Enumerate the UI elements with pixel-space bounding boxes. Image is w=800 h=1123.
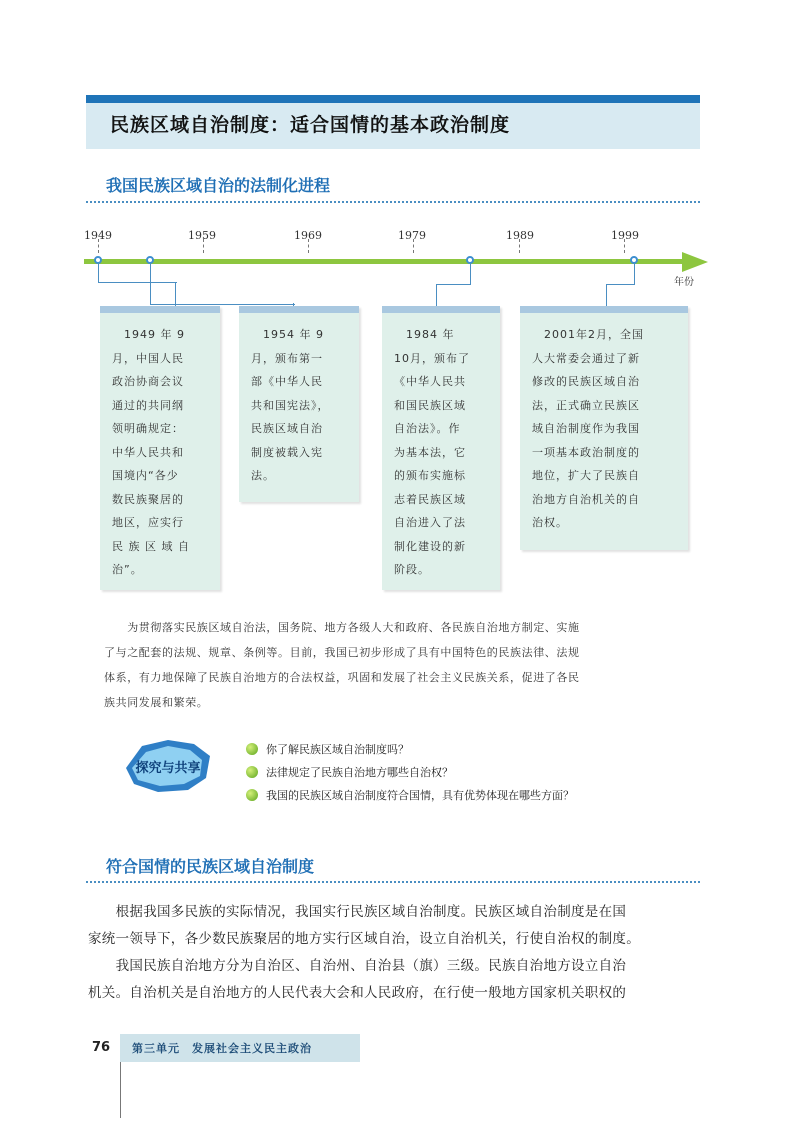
connector-2001-drop [606, 284, 607, 306]
timeline-arrow [682, 252, 708, 272]
connector-1954 [150, 264, 295, 305]
event-text: 2001年2月，全国 人大常委会通过了新 修改的民族区域自治 法，正式确立民族区 域自治制度作为我国 一项基本政治制度的 地位，扩大了民族自 治地方自治机关的自 治权。 [532, 328, 644, 529]
year-label: 1999 [611, 229, 639, 242]
year-label: 1989 [506, 229, 534, 242]
year-tick [413, 239, 415, 253]
page-number: 76 [92, 1040, 111, 1055]
event-text: 1954 年 9 月，颁布第一 部《中华人民 共和国宪法》， 民族区域自治 制度被载入宪 法。 [251, 328, 330, 482]
question-item: 法律规定了民族自治地方哪些自治权？ [246, 764, 453, 780]
year-tick [98, 239, 100, 253]
summary-paragraph: 为贯彻落实民族区域自治法，国务院、地方各级人大和政府、各民族自治地方制定、实施 了与之配套的法规、规章、条例等。目前，我国已初步形成了具有中国特色的民族法律、法规 体系，有力地保障了民族自治地方的合法权益，巩固和发展了社会主义民族关系，促进了各民 族共同发展和繁荣。 [104, 621, 580, 709]
year-tick [308, 239, 310, 253]
chapter-banner [86, 95, 700, 149]
event-marker-1984 [466, 256, 474, 264]
question-item: 你了解民族区域自治制度吗？ [246, 741, 409, 757]
year-label: 1979 [398, 229, 426, 242]
banner-top-bar [86, 95, 700, 103]
connector-1984 [436, 264, 471, 285]
axis-unit-label: 年份 [674, 277, 694, 288]
connector-2001 [606, 264, 635, 285]
event-card-1949 [100, 306, 220, 590]
event-card-1984 [382, 306, 500, 590]
bullet-icon [246, 743, 258, 755]
body-paragraph: 根据我国多民族的实际情况，我国实行民族区域自治制度。民族区域自治制度是在国 家统一领导下，各少数民族聚居的地方实行区域自治，设立自治机关，行使自治权的制度。 我国民族自治地方分为自治区、自治州、自治县（旗）三级。民族自治地方设立自治 机关。自治机关是自治地方的人民代表大会和人民政府，在行使一般地方国家机关职权的 [88, 904, 640, 1001]
year-tick [203, 239, 205, 253]
year-label: 1959 [188, 229, 216, 242]
bullet-icon [246, 789, 258, 801]
unit-title: 第三单元 发展社会主义民主政治 [132, 1042, 312, 1055]
event-marker-1954 [146, 256, 154, 264]
footer-bar [120, 1034, 360, 1062]
year-label: 1949 [84, 229, 112, 242]
event-text: 1984 年 10月，颁布了 《中华人民共 和国民族区域 自治法》。作 为基本法，它 的颁布实施标 志着民族区域 自治进入了法 制化建设的新 阶段。 [394, 328, 470, 576]
event-card-2001 [520, 306, 688, 550]
year-label: 1969 [294, 229, 322, 242]
year-tick [624, 239, 626, 253]
bullet-icon [246, 766, 258, 778]
connector-1984-drop [436, 284, 437, 306]
section-title-legal-process: 我国民族区域自治的法制化进程 [106, 176, 331, 195]
inquiry-logo [122, 738, 214, 794]
section-title-national-conditions: 符合国情的民族区域自治制度 [106, 857, 315, 876]
logo-text: 探究与共享 [135, 761, 201, 776]
question-item: 我国的民族区域自治制度符合国情，具有优势体现在哪些方面？ [246, 787, 574, 803]
section-divider [86, 201, 700, 203]
event-marker-2001 [630, 256, 638, 264]
section-divider [86, 881, 700, 883]
year-tick [519, 239, 521, 253]
chapter-title: 民族区域自治制度：适合国情的基本政治制度 [110, 114, 511, 136]
event-text: 1949 年 9 月，中国人民 政治协商会议 通过的共同纲 领明确规定： 中华人民共和 国境内“各少 数民族聚居的 地区，应实行 民 族 区 域 自 治”。 [112, 328, 190, 576]
event-marker-1949 [94, 256, 102, 264]
event-card-1954 [239, 306, 359, 502]
